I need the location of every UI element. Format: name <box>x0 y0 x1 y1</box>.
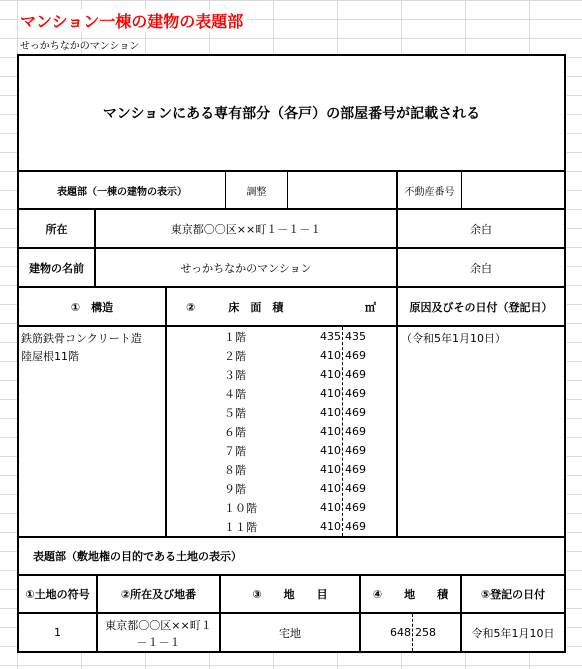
floor-area-int: 410 <box>320 406 341 419</box>
land-number-value: 1 <box>54 626 61 639</box>
page-subtitle: せっかちなかのマンション <box>20 41 140 52</box>
floor-area-int: 410 <box>320 349 341 362</box>
floor-area-int: 410 <box>320 368 341 381</box>
floor-area-dec: 469 <box>345 349 366 362</box>
floor-area-int: 410 <box>320 520 341 533</box>
decimal-separator <box>342 327 343 536</box>
land-area-dec: 258 <box>415 626 436 639</box>
land-location-header: ②所在及び地番 <box>120 588 197 601</box>
structure-line: 陸屋根11階 <box>21 350 79 363</box>
building-name-value: せっかちなかのマンション <box>180 261 312 275</box>
land-area-int: 648 <box>390 626 411 639</box>
floor-label: １階 <box>224 330 246 344</box>
land-location-value: 東京都〇〇区××町１ <box>105 618 212 632</box>
banner-text: マンションにある専有部分（各戸）の部屋番号が記載される <box>102 106 481 122</box>
location-note: 余白 <box>470 222 492 236</box>
floor-area-dec: 435 <box>345 330 366 343</box>
floor-label: １１階 <box>224 520 257 534</box>
floor-label: ８階 <box>224 463 246 477</box>
floor-area-dec: 469 <box>345 406 366 419</box>
cause-header: 原因及びその日付（登記日） <box>409 300 553 314</box>
realestate-number-label: 不動産番号 <box>404 186 455 198</box>
decimal-separator <box>412 614 413 651</box>
land-category-value: 宅地 <box>279 626 301 640</box>
floor-label: ２階 <box>224 349 246 363</box>
floor-area-dec: 469 <box>345 425 366 438</box>
land-number-header: ①土地の符号 <box>25 588 90 601</box>
adjust-value <box>288 172 396 208</box>
floor-label: ９階 <box>224 482 246 496</box>
floor-label: ４階 <box>224 387 246 401</box>
floor-label: ５階 <box>224 406 246 420</box>
location-label: 所在 <box>45 222 68 236</box>
floor-area-header: ② 床 面 積 <box>186 300 284 314</box>
floor-area-int: 410 <box>320 387 341 400</box>
building-name-note: 余白 <box>470 261 492 275</box>
realestate-number-value <box>462 172 564 208</box>
floor-area-int: 435 <box>320 330 341 343</box>
cause-text: （令和5年1月10日） <box>401 332 506 345</box>
floor-area-dec: 469 <box>345 463 366 476</box>
land-date-header: ⑤登記の日付 <box>480 588 546 601</box>
floor-area-dec: 469 <box>345 444 366 457</box>
floor-area-int: 410 <box>320 463 341 476</box>
floor-area-dec: 469 <box>345 387 366 400</box>
land-area-header: ④ 地 積 <box>372 588 449 601</box>
floor-area-dec: 469 <box>345 501 366 514</box>
land-category-header: ③ 地 目 <box>252 588 328 601</box>
adjust-label: 調整 <box>246 186 267 198</box>
floor-label: ３階 <box>224 368 246 382</box>
location-value: 東京都〇〇区××町１－１－１ <box>170 222 322 236</box>
building-name-label: 建物の名前 <box>29 261 84 275</box>
registry-frame <box>17 54 566 653</box>
floor-area-int: 410 <box>320 482 341 495</box>
section-label: 表題部（一棟の建物の表示） <box>57 186 187 198</box>
land-date-value: 令和5年1月10日 <box>471 626 555 640</box>
land-section-label: 表題部（敷地権の目的である土地の表示） <box>33 550 242 563</box>
unit-label: ㎡ <box>365 300 376 314</box>
floor-label: ６階 <box>224 425 246 439</box>
page-title: マンション一棟の建物の表題部 <box>20 9 247 32</box>
floor-area-dec: 469 <box>345 520 366 533</box>
floor-area-int: 410 <box>320 501 341 514</box>
floor-area-int: 410 <box>320 425 341 438</box>
floor-area-int: 410 <box>320 444 341 457</box>
structure-header: ① 構造 <box>70 300 114 314</box>
floor-label: １０階 <box>224 501 257 515</box>
floor-label: ７階 <box>224 444 246 458</box>
floor-area-dec: 469 <box>345 482 366 495</box>
land-location-value-cont: －１－１ <box>136 635 181 649</box>
floor-area-dec: 469 <box>345 368 366 381</box>
structure-line: 鉄筋鉄骨コンクリート造 <box>21 332 142 345</box>
